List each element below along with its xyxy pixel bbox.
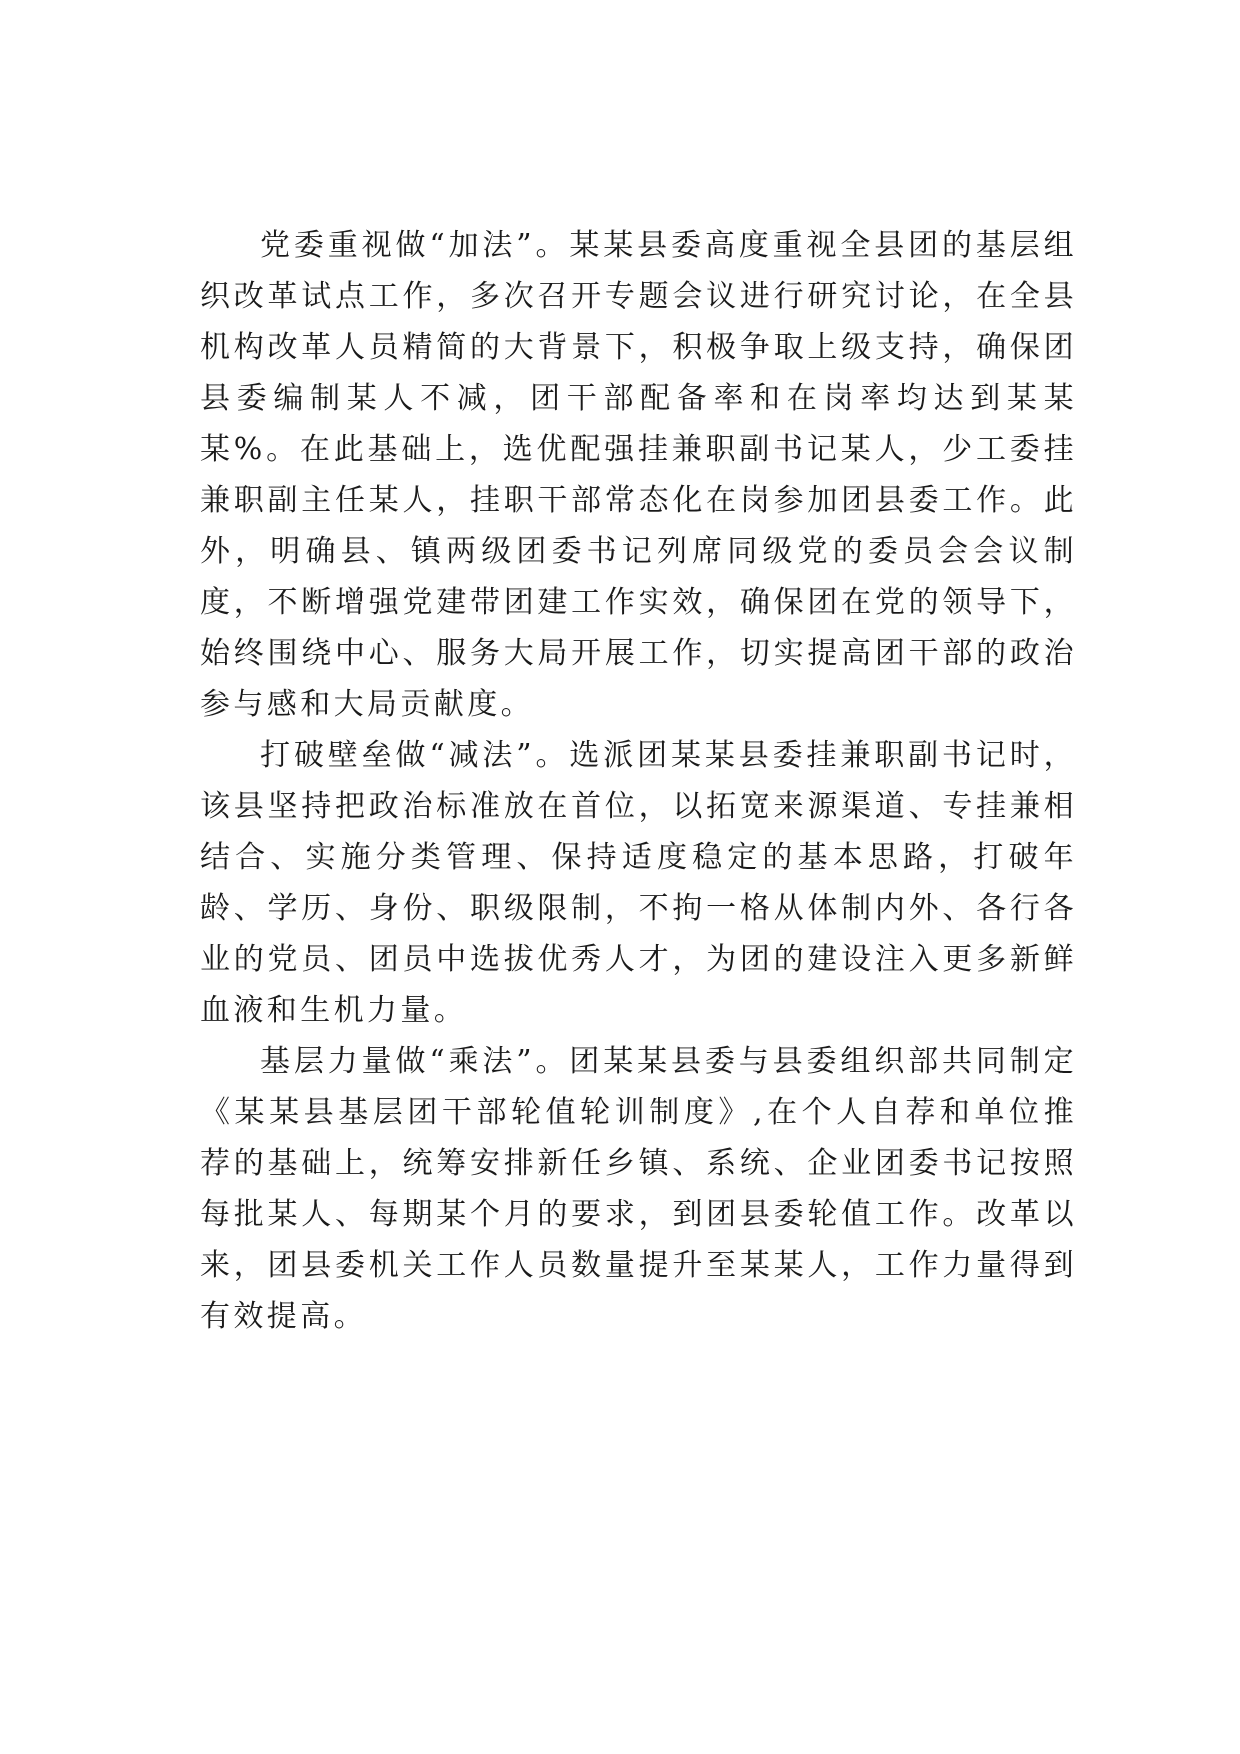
paragraph-addition: 党委重视做“加法”。某某县委高度重视全县团的基层组织改革试点工作，多次召开专题会议进行研究讨论，在全县机构改革人员精简的大背景下，积极争取上级支持，确保团县委编制某人不减，团干部配备率和在岗率均达到某某某%。在此基础上，选优配强挂兼职副书记某人，少工委挂兼职副主任某人，挂职干部常态化在岗参加团县委工作。此外，明确县、镇两级团委书记列席同级党的委员会会议制度，不断增强党建带团建工作实效，确保团在党的领导下，始终围绕中心、服务大局开展工作，切实提高团干部的政治参与感和大局贡献度。	[200, 228, 1077, 722]
document-body	[200, 220, 1077, 1342]
paragraph-multiplication: 基层力量做“乘法”。团某某县委与县委组织部共同制定《某某县基层团干部轮值轮训制度》,在个人自荐和单位推荐的基础上，统筹安排新任乡镇、系统、企业团委书记按照每批某人、每期某个月的要求，到团县委轮值工作。改革以来，团县委机关工作人员数量提升至某某人，工作力量得到有效提高。	[200, 1044, 1077, 1334]
paragraph-subtraction: 打破壁垒做“减法”。选派团某某县委挂兼职副书记时，该县坚持把政治标准放在首位，以拓宽来源渠道、专挂兼相结合、实施分类管理、保持适度稳定的基本思路，打破年龄、学历、身份、职级限制，不拘一格从体制内外、各行各业的党员、团员中选拔优秀人才，为团的建设注入更多新鲜血液和生机力量。	[200, 738, 1077, 1028]
